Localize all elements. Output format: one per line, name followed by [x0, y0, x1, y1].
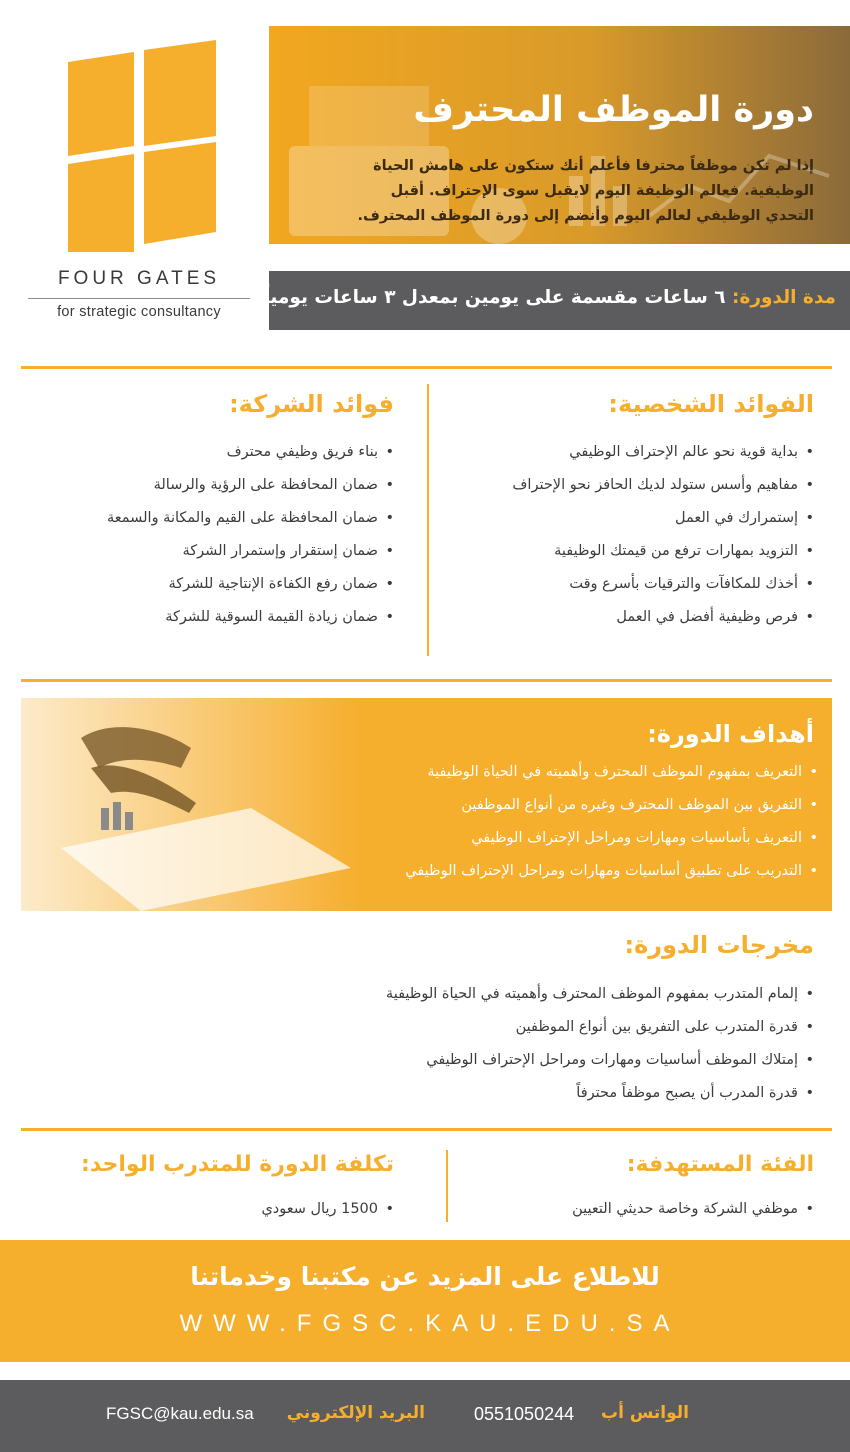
list-item: • ضمان المحافظة على القيم والمكانة والسمعة	[107, 510, 394, 526]
list-item: • ضمان زيادة القيمة السوقية للشركة	[107, 609, 394, 625]
list-item: • قدرة المتدرب على التفريق بين أنواع الموظفين	[386, 1019, 814, 1035]
list-item: • بداية قوية نحو عالم الإحتراف الوظيفي	[512, 444, 814, 460]
cost-list	[261, 1201, 394, 1217]
list-item: • إلمام المتدرب بمفهوم الموظف المحترف وأهميته في الحياة الوظيفية	[386, 986, 814, 1002]
website-band	[0, 1240, 850, 1362]
duration-value: ٦ ساعات مقسمة على يومين بمعدل ٣ ساعات يومياً	[263, 287, 726, 308]
list-item: • التعريف بمفهوم الموظف المحترف وأهميته في الحياة الوظيفية	[405, 764, 818, 780]
duration-label: مدة الدورة:	[732, 287, 836, 308]
list-item: • التدريب على تطبيق أساسيات ومهارات ومراحل الإحتراف الوظيفي	[405, 863, 818, 879]
contact-footer	[0, 1380, 850, 1452]
cost-title: تكلفة الدورة للمتدرب الواحد:	[81, 1152, 394, 1177]
list-item: • فرص وظيفية أفضل في العمل	[512, 609, 814, 625]
course-intro	[284, 154, 814, 229]
list-item: • إمتلاك الموظف أساسيات ومهارات ومراحل الإحتراف الوظيفي	[386, 1052, 814, 1068]
company-benefits-list	[107, 444, 394, 625]
list-item: • ضمان المحافظة على الرؤية والرسالة	[107, 477, 394, 493]
section-divider	[21, 1128, 832, 1131]
whatsapp-label: الواتس أب	[601, 1403, 689, 1423]
list-item: • التعريف بأساسيات ومهارات ومراحل الإحتراف الوظيفي	[405, 830, 818, 846]
list-item: • أخذك للمكافآت والترقيات بأسرع وقت	[512, 576, 814, 592]
section-divider	[21, 366, 832, 369]
list-item: • إستمرارك في العمل	[512, 510, 814, 526]
list-item: • قدرة المدرب أن يصبح موظفاً محترفاً	[386, 1085, 814, 1101]
personal-benefits-title: الفوائد الشخصية:	[608, 390, 814, 418]
list-item: • ضمان رفع الكفاءة الإنتاجية للشركة	[107, 576, 394, 592]
hero-banner	[269, 26, 850, 244]
whatsapp-number[interactable]: 0551050244	[474, 1404, 575, 1424]
duration-text	[263, 287, 836, 308]
list-item: • التزويد بمهارات ترفع من قيمتك الوظيفية	[512, 543, 814, 559]
intro-line: التحدي الوظيفي لعالم اليوم وأنضم إلى دورة الموظف المحترف.	[357, 208, 814, 224]
four-windows-logo-icon	[62, 40, 220, 252]
outcomes-list	[386, 986, 814, 1101]
column-divider	[427, 384, 429, 656]
company-benefits-title: فوائد الشركة:	[229, 390, 394, 418]
target-list	[572, 1201, 814, 1217]
website-url[interactable]: WWW.FGSC.KAU.EDU.SA	[179, 1310, 681, 1337]
section-divider	[21, 679, 832, 682]
course-title: دورة الموظف المحترف	[413, 90, 814, 130]
outcomes-title: مخرجات الدورة:	[624, 931, 814, 959]
hands-on-chart-photo-icon	[21, 698, 361, 911]
duration-bar	[263, 271, 850, 330]
list-item: • ضمان إستقرار وإستمرار الشركة	[107, 543, 394, 559]
list-item: • موظفي الشركة وخاصة حديثي التعيين	[572, 1201, 814, 1217]
goals-list	[405, 764, 818, 879]
goals-band	[21, 698, 832, 911]
column-divider	[446, 1150, 448, 1222]
intro-line: إذا لم تكن موظفاً محترفا فأعلم أنك ستكون على هامش الحياة	[373, 158, 814, 174]
list-item: • التفريق بين الموظف المحترف وغيره من أنواع الموظفين	[405, 797, 818, 813]
email-address[interactable]: FGSC@kau.edu.sa	[106, 1404, 254, 1423]
list-item: • مفاهيم وأسس ستولد لديك الحافز نحو الإحتراف	[512, 477, 814, 493]
logo-divider	[28, 298, 250, 299]
email-label: البريد الإلكتروني	[286, 1403, 425, 1423]
website-title: للاطلاع على المزيد عن مكتبنا وخدماتنا	[190, 1262, 660, 1291]
target-title: الفئة المستهدفة:	[626, 1152, 814, 1177]
intro-line: الوظيفية. فعالم الوظيفة اليوم لايقبل سوى الإحتراف. أقبل	[390, 183, 814, 199]
logo-name: FOUR GATES	[57, 268, 221, 289]
list-item: • 1500 ريال سعودي	[261, 1201, 394, 1217]
personal-benefits-list	[512, 444, 814, 625]
list-item: • بناء فريق وظيفي محترف	[107, 444, 394, 460]
logo-tagline: for strategic consultancy	[57, 304, 221, 320]
goals-title: أهداف الدورة:	[647, 720, 814, 748]
